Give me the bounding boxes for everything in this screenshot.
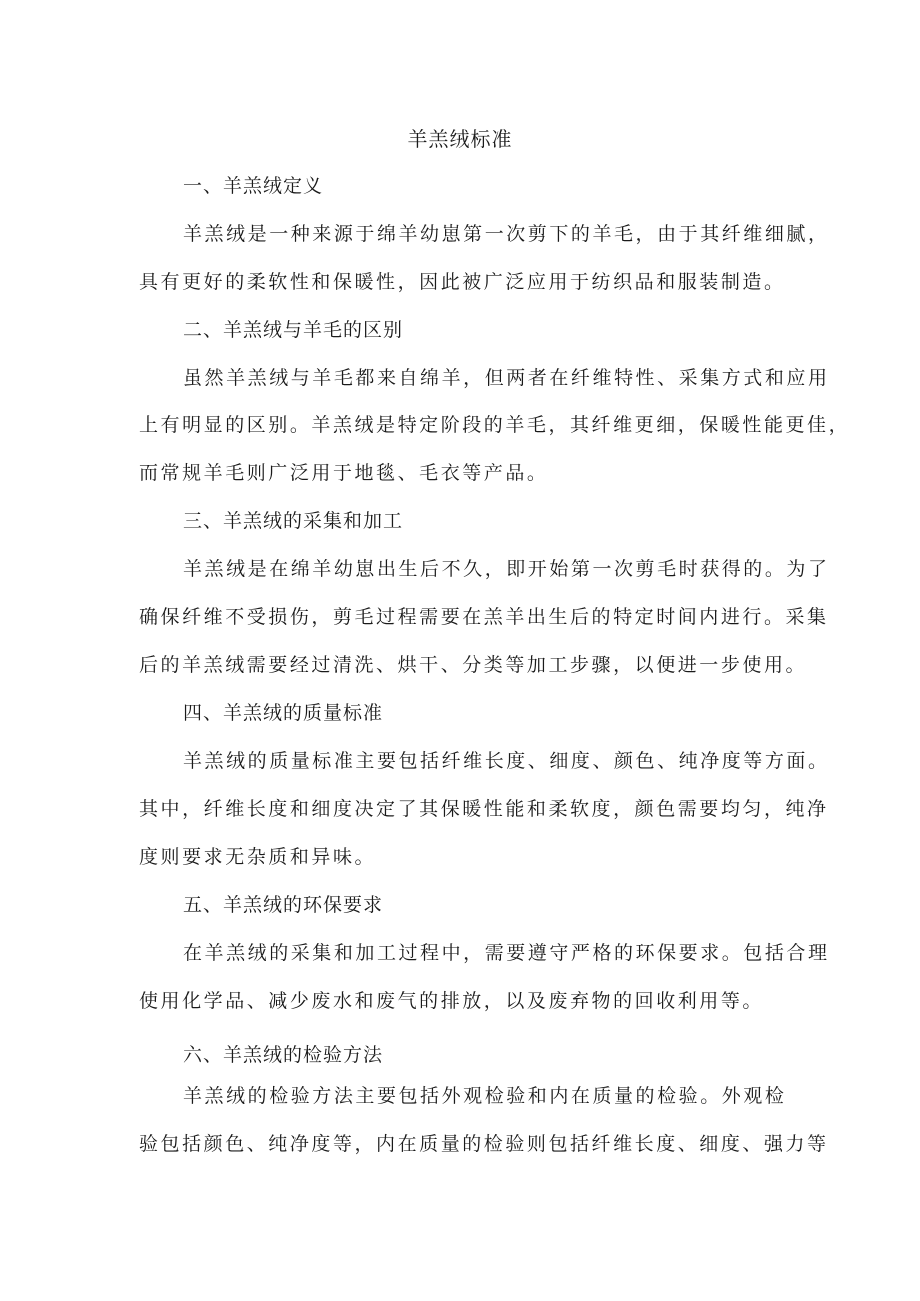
section-2-line-1: 虽然羊羔绒与羊毛都来自绵羊，但两者在纤维特性、采集方式和应用: [183, 367, 830, 389]
section-3-line-1: 羊羔绒是在绵羊幼崽出生后不久，即开始第一次剪毛时获得的。为了: [183, 558, 830, 580]
section-6-line-1: 羊羔绒的检验方法主要包括外观检验和内在质量的检验。外观检: [183, 1085, 787, 1107]
section-2-heading: 二、羊羔绒与羊毛的区别: [183, 319, 404, 341]
section-2-line-2: 上有明显的区别。羊羔绒是特定阶段的羊毛，其纤维更细，保暖性能更佳，: [139, 414, 851, 436]
section-5-line-1: 在羊羔绒的采集和加工过程中，需要遵守严格的环保要求。包括合理: [183, 942, 830, 964]
section-1-line-2: 具有更好的柔软性和保暖性，因此被广泛应用于纺织品和服装制造。: [139, 271, 786, 293]
section-4-heading: 四、羊羔绒的质量标准: [183, 702, 384, 724]
section-3-line-2: 确保纤维不受损伤，剪毛过程需要在羔羊出生后的特定时间内进行。采集: [139, 606, 829, 628]
section-6-line-2: 验包括颜色、纯净度等，内在质量的检验则包括纤维长度、细度、强力等: [139, 1133, 829, 1155]
section-4-line-1: 羊羔绒的质量标准主要包括纤维长度、细度、颜色、纯净度等方面。: [183, 750, 830, 772]
document-title: 羊羔绒标准: [407, 127, 513, 151]
section-1-heading: 一、羊羔绒定义: [183, 175, 324, 197]
section-4-line-3: 度则要求无杂质和异味。: [139, 846, 377, 868]
section-6-heading: 六、羊羔绒的检验方法: [183, 1044, 384, 1066]
section-3-heading: 三、羊羔绒的采集和加工: [183, 510, 404, 532]
section-5-line-2: 使用化学品、减少废水和废气的排放，以及废弃物的回收利用等。: [139, 990, 764, 1012]
section-2-line-3: 而常规羊毛则广泛用于地毯、毛衣等产品。: [139, 462, 549, 484]
section-4-line-2: 其中，纤维长度和细度决定了其保暖性能和柔软度，颜色需要均匀，纯净: [139, 798, 829, 820]
section-5-heading: 五、羊羔绒的环保要求: [183, 894, 384, 916]
section-1-line-1: 羊羔绒是一种来源于绵羊幼崽第一次剪下的羊毛，由于其纤维细腻，: [183, 223, 830, 245]
section-3-line-3: 后的羊羔绒需要经过清洗、烘干、分类等加工步骤，以便进一步使用。: [139, 654, 808, 676]
